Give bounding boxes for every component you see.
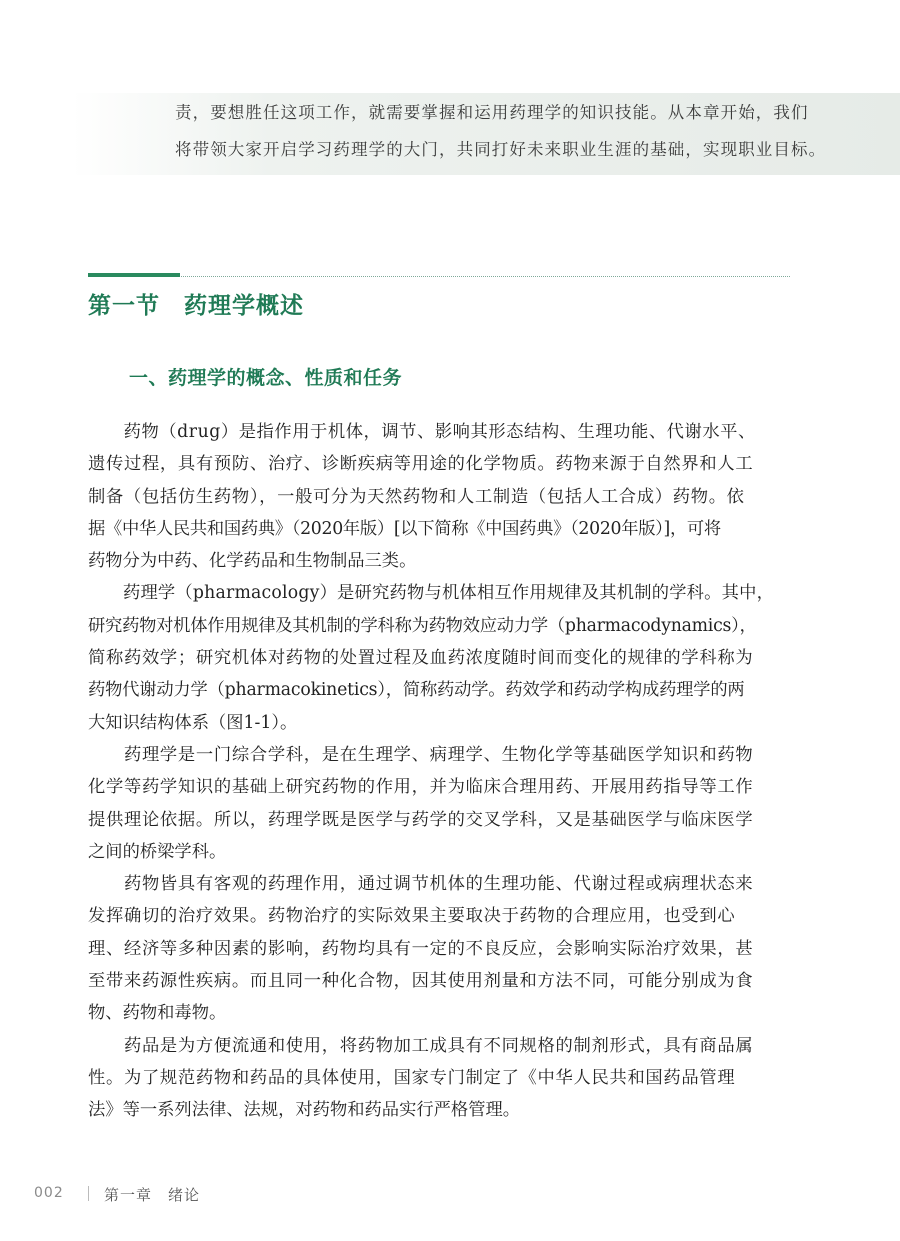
text-line: 理、经济等多种因素的影响，药物均具有一定的不良反应，会影响实际治疗效果，甚 <box>88 938 754 959</box>
text-line: 据《中华人民共和国药典》（2020年版）[以下简称《中国药典》（2020年版）]，可将 <box>88 518 721 539</box>
subsection-title: 一、药理学的概念、性质和任务 <box>129 367 403 389</box>
page-number: 002 <box>34 1185 64 1201</box>
text-line: 遗传过程，具有预防、治疗、诊断疾病等用途的化学物质。药物来源于自然界和人工 <box>88 454 754 475</box>
footer-separator <box>88 1186 89 1201</box>
text-line: 性。为了规范药物和药品的具体使用，国家专门制定了《中华人民共和国药品管理 <box>88 1067 736 1088</box>
intro-box <box>0 93 900 175</box>
text-line: 药物（drug）是指作用于机体，调节、影响其形态结构、生理功能、代谢水平、 <box>88 422 756 442</box>
text-line: 药物皆具有客观的药理作用，通过调节机体的生理功能、代谢过程或病理状态来 <box>88 874 754 895</box>
section-divider <box>88 276 790 277</box>
text-line: 药理学是一门综合学科，是在生理学、病理学、生物化学等基础医学知识和药物 <box>88 744 754 765</box>
text-line: 法》等一系列法律、法规，对药物和药品实行严格管理。 <box>88 1100 521 1121</box>
text-line: 药物代谢动力学（pharmacokinetics），简称药动学。药效学和药动学构成药理学的两 <box>88 680 745 701</box>
section-divider-accent <box>88 273 180 277</box>
text-line: 药品是为方便流通和使用，将药物加工成具有不同规格的制剂形式，具有商品属 <box>88 1035 754 1056</box>
text-line: 研究药物对机体作用规律及其机制的学科称为药物效应动力学（pharmacodynamics）， <box>88 615 757 636</box>
text-line: 之间的桥梁学科。 <box>88 841 227 862</box>
intro-line: 责，要想胜任这项工作，就需要掌握和运用药理学的知识技能。从本章开始，我们 <box>175 103 809 122</box>
text-line: 药理学（pharmacology）是研究药物与机体相互作用规律及其机制的学科。其中， <box>88 583 775 604</box>
text-line: 大知识结构体系（图1-1）。 <box>88 712 298 733</box>
text-line: 至带来药源性疾病。而且同一种化合物，因其使用剂量和方法不同，可能分别成为食 <box>88 971 754 992</box>
text-line: 制备（包括仿生药物），一般可分为天然药物和人工制造（包括人工合成）药物。依 <box>88 486 745 507</box>
text-line: 发挥确切的治疗效果。药物治疗的实际效果主要取决于药物的合理应用，也受到心 <box>88 906 736 927</box>
text-line: 简称药效学；研究机体对药物的处置过程及血药浓度随时间而变化的规律的学科称为 <box>88 648 754 669</box>
text-line: 药物分为中药、化学药品和生物制品三类。 <box>88 551 417 572</box>
intro-line: 将带领大家开启学习药理学的大门，共同打好未来职业生涯的基础，实现职业目标。 <box>175 140 827 159</box>
footer-chapter-title: 第一章 绪论 <box>104 1186 201 1204</box>
body-text <box>88 416 798 1127</box>
text-line: 物、药物和毒物。 <box>88 1003 227 1024</box>
text-line: 提供理论依据。所以，药理学既是医学与药学的交叉学科，又是基础医学与临床医学 <box>88 809 754 830</box>
text-line: 化学等药学知识的基础上研究药物的作用，并为临床合理用药、开展用药指导等工作 <box>88 777 754 798</box>
section-title: 第一节 药理学概述 <box>88 293 304 319</box>
